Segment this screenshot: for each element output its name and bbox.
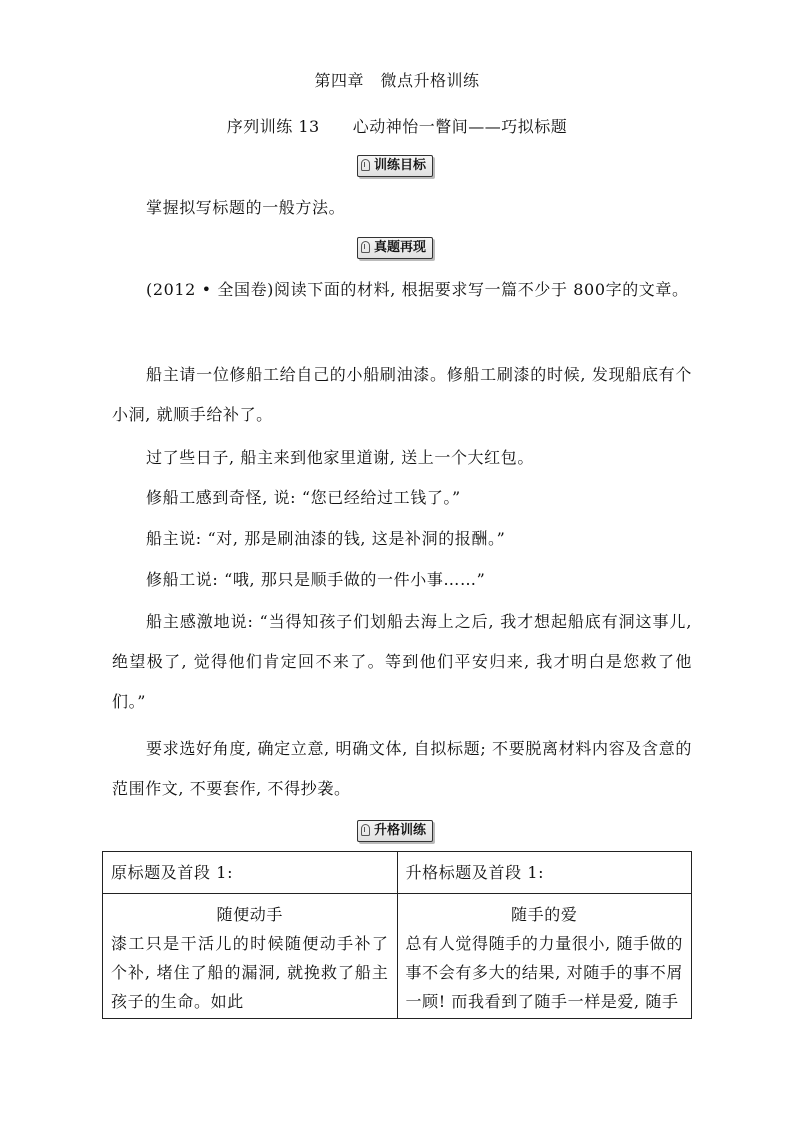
training-goal-tag (357, 155, 433, 177)
exam-paragraph: 过了些日子, 船主来到他家里道谢, 送上一个大红包。 (146, 448, 534, 467)
table-body-row (103, 894, 692, 1019)
upgraded-paragraph: 总有人觉得随手的力量很小, 随手做的事不会有多大的结果, 对随手的事不屑一顾! 而我看到了随手一样是爱, 随手 (405, 934, 683, 1011)
upgrade-training-label: 升格训练 (374, 823, 427, 838)
pencil-icon (361, 824, 370, 836)
pencil-icon (361, 241, 370, 253)
section-title: 序列训练 13 心动神怡一瞥间——巧拟标题 (226, 117, 568, 136)
upgraded-title: 随手的爱 (511, 905, 578, 924)
exam-paragraph: 修船工说: “哦, 那只是顺手做的一件小事……” (146, 570, 486, 589)
exam-paragraph: 船主说: “对, 那是刷油漆的钱, 这是补洞的报酬。” (146, 529, 506, 548)
real-exam-tag (357, 237, 433, 259)
exam-paragraph: 修船工感到奇怪, 说: “您已经给过工钱了。” (146, 488, 461, 507)
exam-paragraph: 船主请一位修船工给自己的小船刷油漆。修船工刷漆的时候, 发现船底有个小洞, 就顺手给补了。 (112, 365, 692, 424)
real-exam-label: 真题再现 (374, 240, 427, 255)
original-header-cell: 原标题及首段 1: (103, 852, 398, 894)
exam-paragraph: 船主感激地说: “当得知孩子们划船去海上之后, 我才想起船底有洞这事儿, 绝望极了, 觉得他们肯定回不来了。等到他们平安归来, 我才明白是您救了他们。” (112, 612, 692, 711)
upgraded-header-cell: 升格标题及首段 1: (397, 852, 692, 894)
pencil-icon (361, 159, 370, 171)
comparison-table (102, 851, 692, 1019)
exam-paragraph: (2012 • 全国卷)阅读下面的材料, 根据要求写一篇不少于 800字的文章。 (146, 280, 689, 299)
chapter-title: 第四章 微点升格训练 (314, 71, 480, 90)
original-paragraph: 漆工只是干活儿的时候随便动手补了个补, 堵住了船的漏洞, 就挽救了船主孩子的生命。如此 (111, 934, 389, 1011)
table-header-row (103, 852, 692, 894)
original-title: 随便动手 (216, 905, 283, 924)
upgrade-training-tag (357, 820, 433, 842)
upgraded-body-cell (397, 894, 692, 1019)
goal-text: 掌握拟写标题的一般方法。 (146, 198, 346, 217)
original-body-cell (103, 894, 398, 1019)
exam-paragraph: 要求选好角度, 确定立意, 明确文体, 自拟标题; 不要脱离材料内容及含意的范围作文, 不要套作, 不得抄袭。 (112, 739, 692, 798)
training-goal-label: 训练目标 (374, 158, 427, 173)
